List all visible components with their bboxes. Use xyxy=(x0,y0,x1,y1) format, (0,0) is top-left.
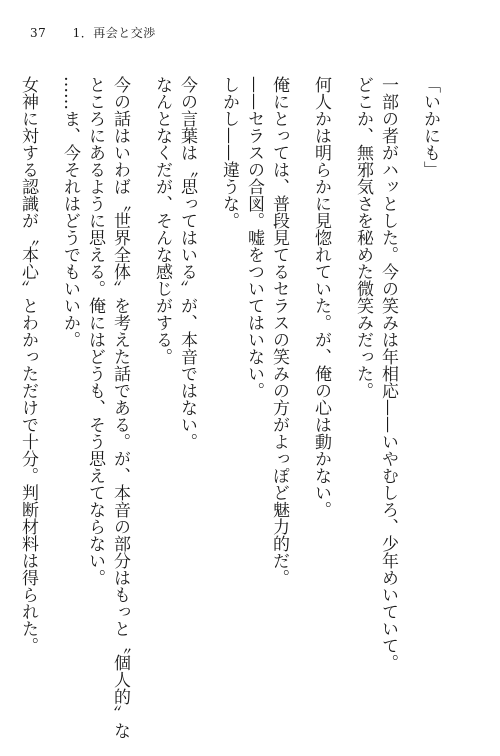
page-number: 37 xyxy=(30,26,47,40)
text-line: 今の言葉は〝思ってはいる〟が、本音ではない。 xyxy=(177,76,197,450)
text-line: ……ま、今それはどうでもいいか。 xyxy=(60,76,80,348)
text-line: しかし——違うな。 xyxy=(219,76,239,229)
text-line: 女神に対する認識が〝本心〟とわかっただけで十分。判断材料は得られた。 xyxy=(18,76,38,654)
text-line: 一部の者がハッとした。今の笑みは年相応——いやむしろ、少年めいていて。 xyxy=(378,76,398,671)
text-line: 俺にとっては、普段見てるセラスの笑みの方がよっぽど魅力的だ。 xyxy=(269,76,289,586)
chapter-title: 1．再会と交渉 xyxy=(72,26,156,40)
text-line: ——セラスの合図。嘘をついてはいない。 xyxy=(244,76,264,399)
text-line xyxy=(0,76,15,676)
text-line: 何人かは明らかに見惚れていた。が、俺の心は動かない。 xyxy=(311,76,331,518)
text-line: ところにあるように思える。俺にはどうも、そう思えてならない。 xyxy=(85,76,105,586)
text-line: なんとなくだが、そんな感じがする。 xyxy=(152,76,172,365)
text-line: 今の話はいわば〝世界全体〟を考えた話である。が、本音の部分はもっと〝個人的〟な xyxy=(110,76,130,739)
text-line: 「いかにも」 xyxy=(420,76,440,178)
text-line: どこか、無邪気さを秘めた微笑みだった。 xyxy=(353,76,373,399)
page-header xyxy=(30,24,156,41)
vertical-text-body xyxy=(0,76,442,739)
